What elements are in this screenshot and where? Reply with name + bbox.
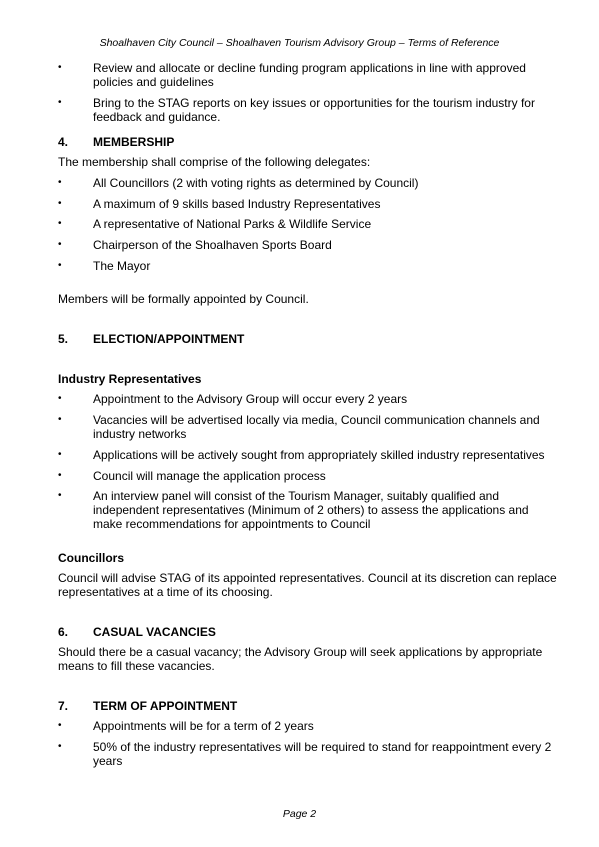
list-item-text: All Councillors (2 with voting rights as determined by Council) (93, 176, 419, 190)
councillors-text: Council will advise STAG of its appointed representatives. Council at its discretion can replace representatives at a time of its choosing. (58, 571, 557, 599)
subheading-industry-representatives: Industry Representatives (58, 372, 202, 386)
casual-vacancies-text: Should there be a casual vacancy; the Advisory Group will seek applications by appropriate means to fill these vacancies. (58, 645, 543, 673)
page-number: Page 2 (282, 808, 317, 820)
list-item-text: Review and allocate or decline funding program applications in line with approved policies and guidelines (93, 61, 526, 89)
list-item-text: A maximum of 9 skills based Industry Representatives (93, 197, 381, 211)
list-item-text: 50% of the industry representatives will be required to stand for reappointment every 2 years (93, 740, 552, 768)
list-item-text: Appointments will be for a term of 2 years (93, 719, 314, 733)
bullet-icon: • (58, 198, 62, 209)
bullet-icon: • (58, 490, 62, 501)
membership-closing: Members will be formally appointed by Council. (58, 292, 309, 306)
bullet-icon: • (58, 449, 62, 460)
membership-intro: The membership shall comprise of the following delegates: (58, 155, 371, 169)
list-item-text: Bring to the STAG reports on key issues or opportunities for the tourism industry for feedback and guidance. (93, 96, 535, 124)
bullet-icon: • (58, 62, 62, 73)
section-title: CASUAL VACANCIES (93, 625, 216, 639)
section-number: 4. (58, 135, 69, 149)
bullet-icon: • (58, 218, 62, 229)
list-item-text: Council will manage the application process (93, 469, 326, 483)
bullet-icon: • (58, 177, 62, 188)
section-number: 5. (58, 332, 69, 346)
list-item-text: Appointment to the Advisory Group will occur every 2 years (93, 392, 408, 406)
bullet-icon: • (58, 414, 62, 425)
bullet-icon: • (58, 720, 62, 731)
bullet-icon: • (58, 239, 62, 250)
section-number: 6. (58, 625, 69, 639)
bullet-icon: • (58, 393, 62, 404)
section-title: MEMBERSHIP (93, 135, 175, 149)
list-item-text: Vacancies will be advertised locally via media, Council communication channels and industry networks (93, 413, 540, 441)
list-item-text: An interview panel will consist of the Tourism Manager, suitably qualified and independent representatives (Minimum of 2 others) to assess the applications and make recommendations for appointments to Council (93, 489, 529, 531)
section-number: 7. (58, 699, 69, 713)
bullet-icon: • (58, 470, 62, 481)
list-item-text: A representative of National Parks & Wildlife Service (93, 217, 372, 231)
bullet-icon: • (58, 97, 62, 108)
list-item-text: Chairperson of the Shoalhaven Sports Board (93, 238, 332, 252)
bullet-icon: • (58, 741, 62, 752)
list-item-text: The Mayor (93, 259, 151, 273)
section-title: TERM OF APPOINTMENT (93, 699, 238, 713)
section-title: ELECTION/APPOINTMENT (93, 332, 245, 346)
list-item-text: Applications will be actively sought from appropriately skilled industry representatives (93, 448, 545, 462)
bullet-icon: • (58, 260, 62, 271)
page-header: Shoalhaven City Council – Shoalhaven Tourism Advisory Group – Terms of Reference (99, 37, 500, 49)
subheading-councillors: Councillors (58, 551, 125, 565)
